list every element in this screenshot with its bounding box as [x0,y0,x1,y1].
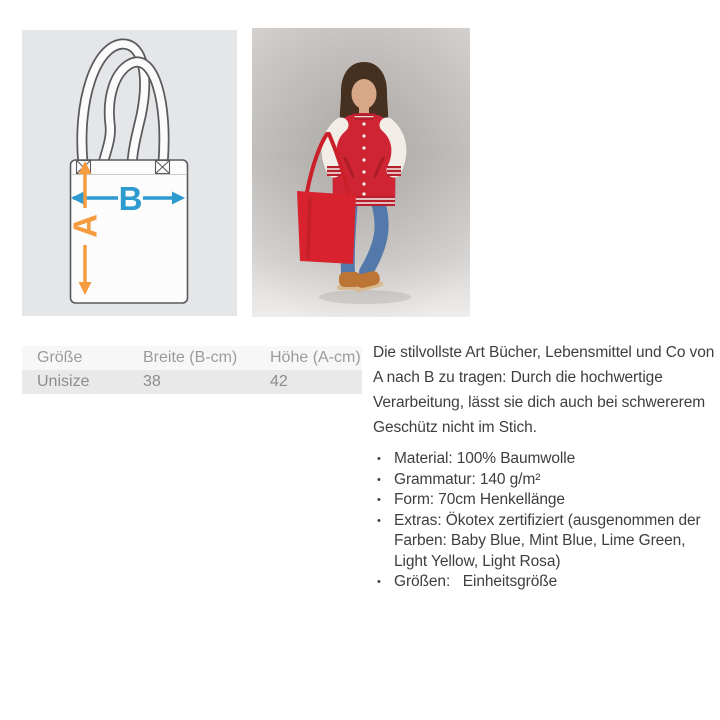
size-diagram-panel[interactable] [22,30,237,316]
face [352,79,377,109]
size-table-header-width: Breite (B-cm) [143,349,238,366]
size-table-header-size: Größe [37,349,83,366]
product-description [373,340,718,593]
model-photo [252,28,470,317]
bullet-icon: • [377,494,381,506]
width-label: B [118,180,143,217]
height-value: 42 [270,373,288,390]
bullet-item-form [373,490,718,511]
floor-shadow [319,290,411,304]
model-photo-panel[interactable] [252,28,470,317]
size-table-header-height: Höhe (A-cm) [270,349,361,366]
tote-bag-diagram [22,30,237,316]
description-paragraph: Die stilvollste Art Bücher, Lebensmittel und Co von A nach B zu tragen: Durch die hochwertige Verarbeitung, lässt sie dich auch bei schwererem Geschütz nicht im Stich. [373,344,715,436]
bullet-item-groessen [373,572,718,593]
bullet-text: Form: 70cm Henkellänge [394,491,565,508]
bullet-item-extras [373,511,718,573]
bullet-text: Material: 100% Baumwolle [394,450,576,467]
bullet-text: Größen: Einheitsgröße [394,573,558,590]
width-value: 38 [143,373,161,390]
bullet-icon: • [377,473,381,486]
height-label: A [66,214,104,238]
bullet-text: Extras: Ökotex zertifiziert (ausgenommen der Farben: Baby Blue, Mint Blue, Lime Green, Light Yellow, Light Rosa) [394,511,705,570]
size-table [22,346,362,394]
bullet-icon: • [377,453,381,465]
bullet-icon: • [377,576,381,588]
bullet-text: Grammatur: 140 g/m² [394,470,541,488]
size-table-row [22,370,362,394]
bullet-item-material [373,449,718,470]
size-value: Unisize [37,373,90,390]
description-bullet-list [373,449,718,593]
size-table-header-row [22,346,362,370]
bullet-item-grammatur [373,470,718,491]
bullet-icon: • [377,514,381,527]
